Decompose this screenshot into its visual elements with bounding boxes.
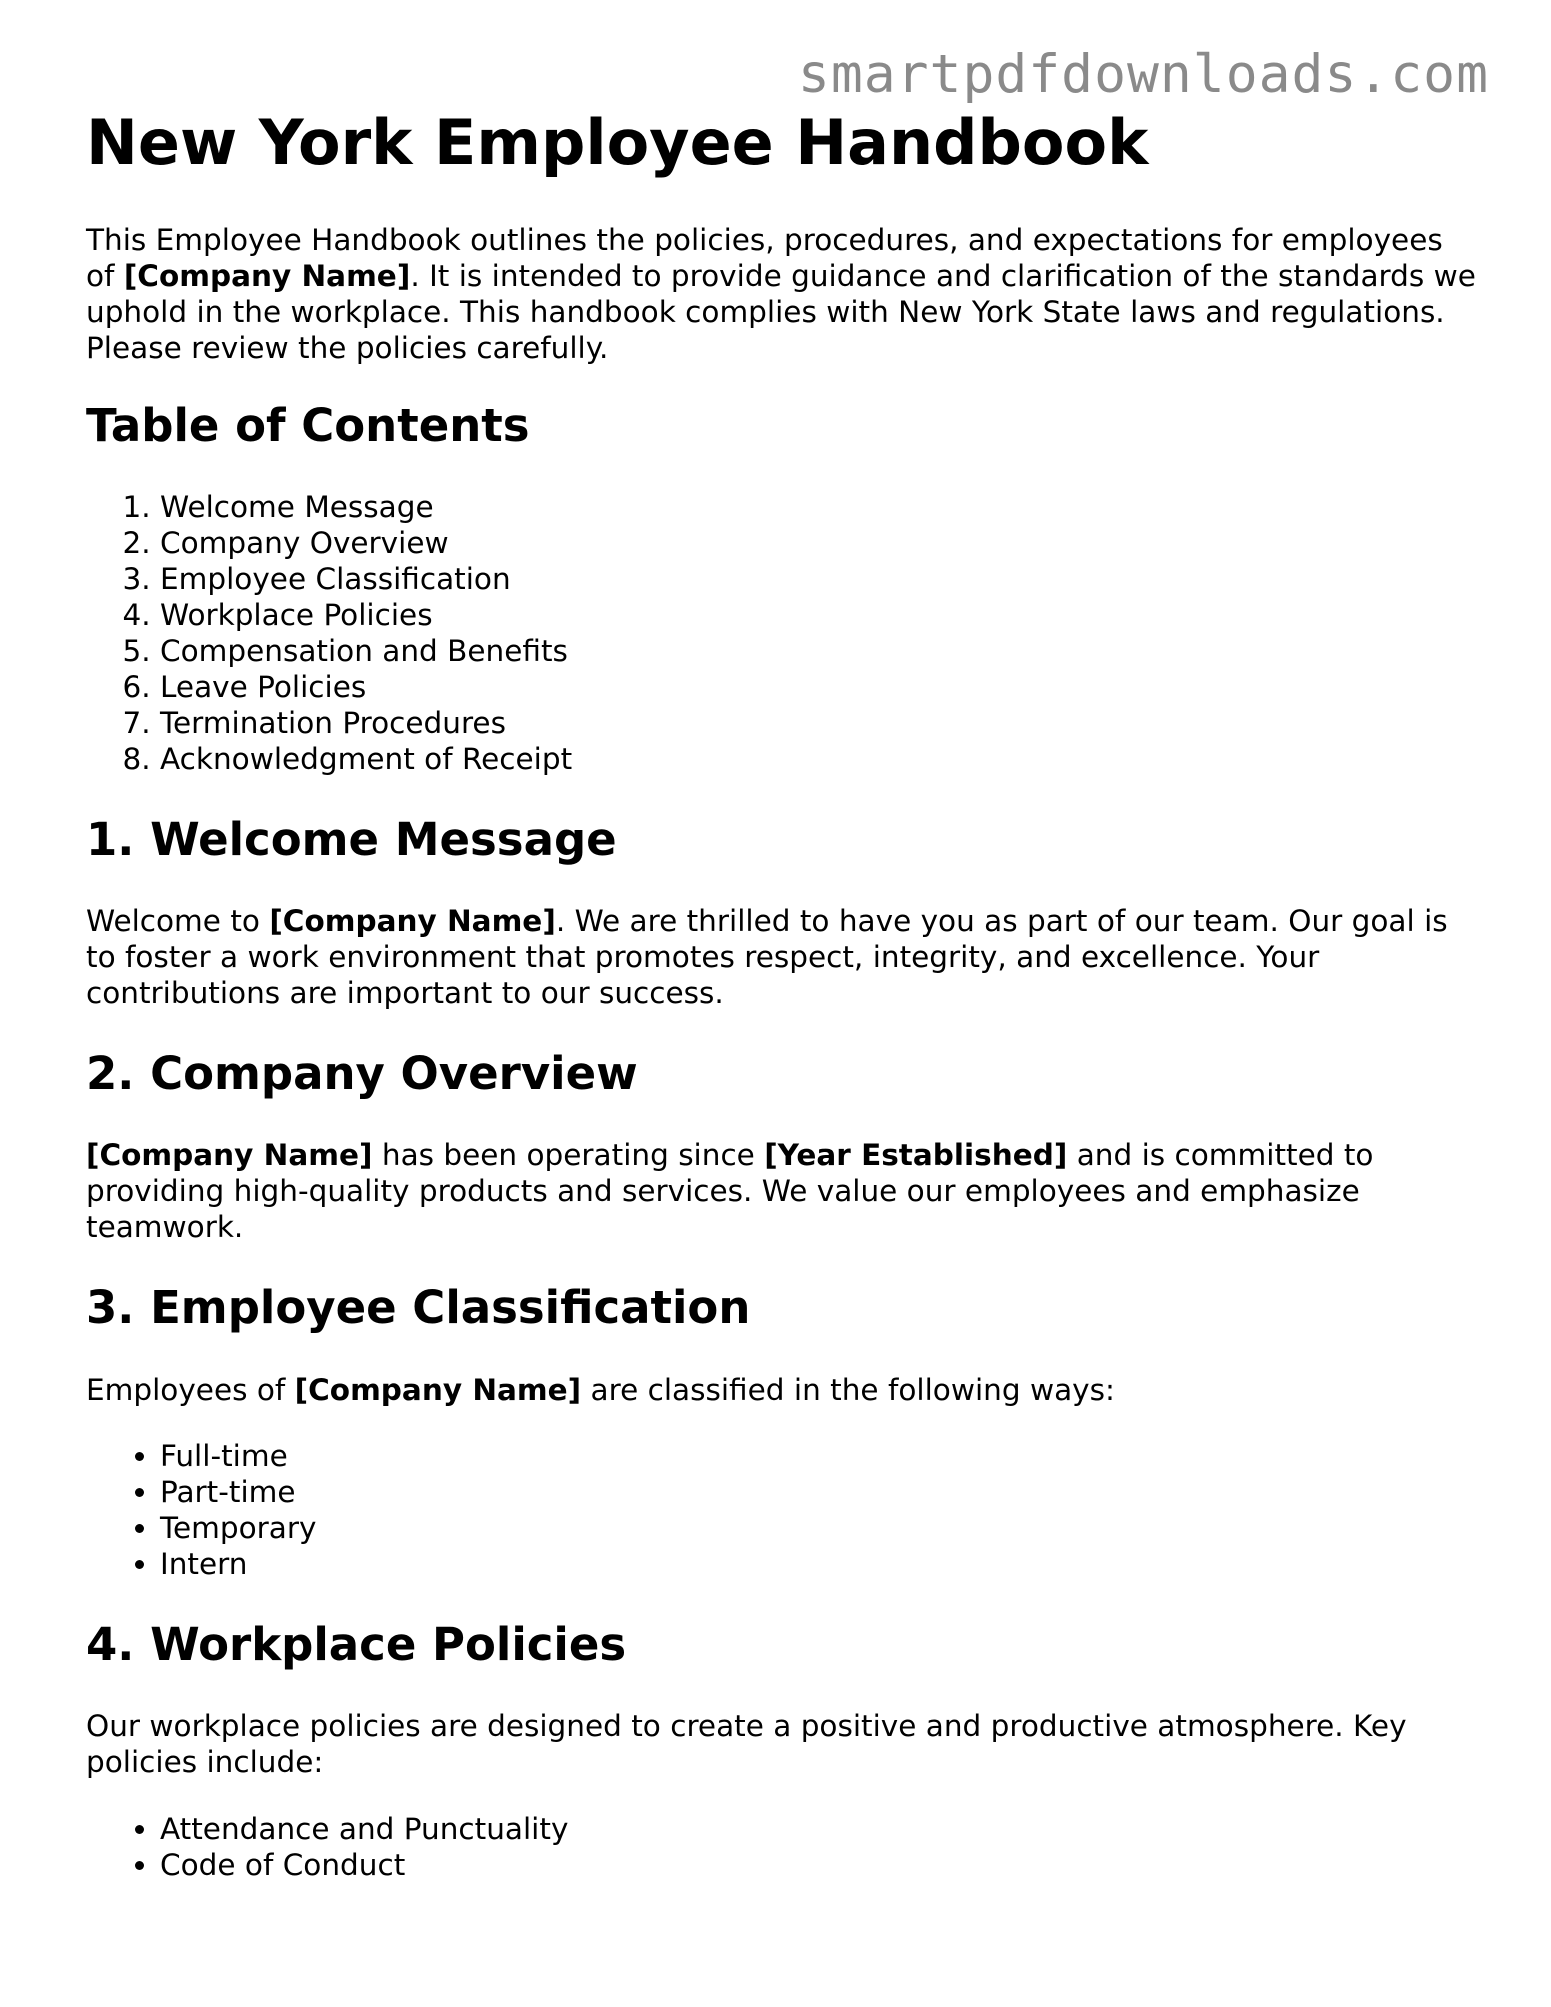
list-item: • Intern	[160, 1546, 1476, 1582]
classification-list	[86, 1438, 1476, 1582]
classification-paragraph: Employees of [Company Name] are classified in the following ways:	[86, 1373, 1115, 1407]
toc-item[interactable]: 2. Company Overview	[160, 525, 1476, 561]
company-name-placeholder: [Company Name]	[86, 1138, 373, 1172]
list-item: • Full-time	[160, 1438, 1476, 1474]
toc-section	[86, 399, 1476, 453]
toc-item[interactable]: 5. Compensation and Benefits	[160, 633, 1476, 669]
toc-item[interactable]: 6. Leave Policies	[160, 669, 1476, 705]
list-item: • Temporary	[160, 1510, 1476, 1546]
welcome-heading: 1. Welcome Message	[86, 813, 617, 866]
toc-item[interactable]: 3. Employee Classification	[160, 561, 1476, 597]
company-name-placeholder: [Company Name]	[269, 904, 556, 938]
toc-item[interactable]: 7. Termination Procedures	[160, 705, 1476, 741]
year-established-placeholder: [Year Established]	[764, 1138, 1068, 1172]
policies-list	[86, 1811, 1476, 1883]
toc-heading: Table of Contents	[86, 399, 530, 452]
company-name-placeholder: [Company Name]	[123, 259, 411, 293]
company-name-placeholder: [Company Name]	[294, 1373, 582, 1407]
list-item: • Attendance and Punctuality	[160, 1811, 1476, 1847]
intro-paragraph: This Employee Handbook outlines the policies, procedures, and expectations for employees of [Company Name]. It is intended to provide guidance and clarification of the standards we uphold in the workplace. This handbook complies with New York State laws and regulations. Please review the policies carefully.	[86, 223, 1476, 365]
toc-item[interactable]: 1. Welcome Message	[160, 489, 1476, 525]
watermark: smartpdfdownloads.com	[797, 44, 1489, 105]
toc-item[interactable]: 4. Workplace Policies	[160, 597, 1476, 633]
toc-item[interactable]: 8. Acknowledgment of Receipt	[160, 741, 1476, 777]
classification-heading: 3. Employee Classification	[86, 1281, 751, 1334]
overview-heading: 2. Company Overview	[86, 1047, 638, 1100]
welcome-paragraph: Welcome to [Company Name]. We are thrilled to have you as part of our team. Our goal is to foster a work environment that promotes respect, integrity, and excellence. Your contributions are important to our success.	[86, 904, 1448, 1010]
list-item: • Part-time	[160, 1474, 1476, 1510]
page-title: New York Employee Handbook	[86, 106, 1149, 179]
policies-heading: 4. Workplace Policies	[86, 1618, 627, 1671]
list-item: • Code of Conduct	[160, 1847, 1476, 1883]
overview-paragraph: [Company Name] has been operating since [Year Established] and is committed to providing high-quality products and services. We value our employees and emphasize teamwork.	[86, 1138, 1374, 1244]
toc-list	[86, 489, 1476, 777]
policies-paragraph: Our workplace policies are designed to create a positive and productive atmosphere. Key policies include:	[86, 1709, 1407, 1779]
